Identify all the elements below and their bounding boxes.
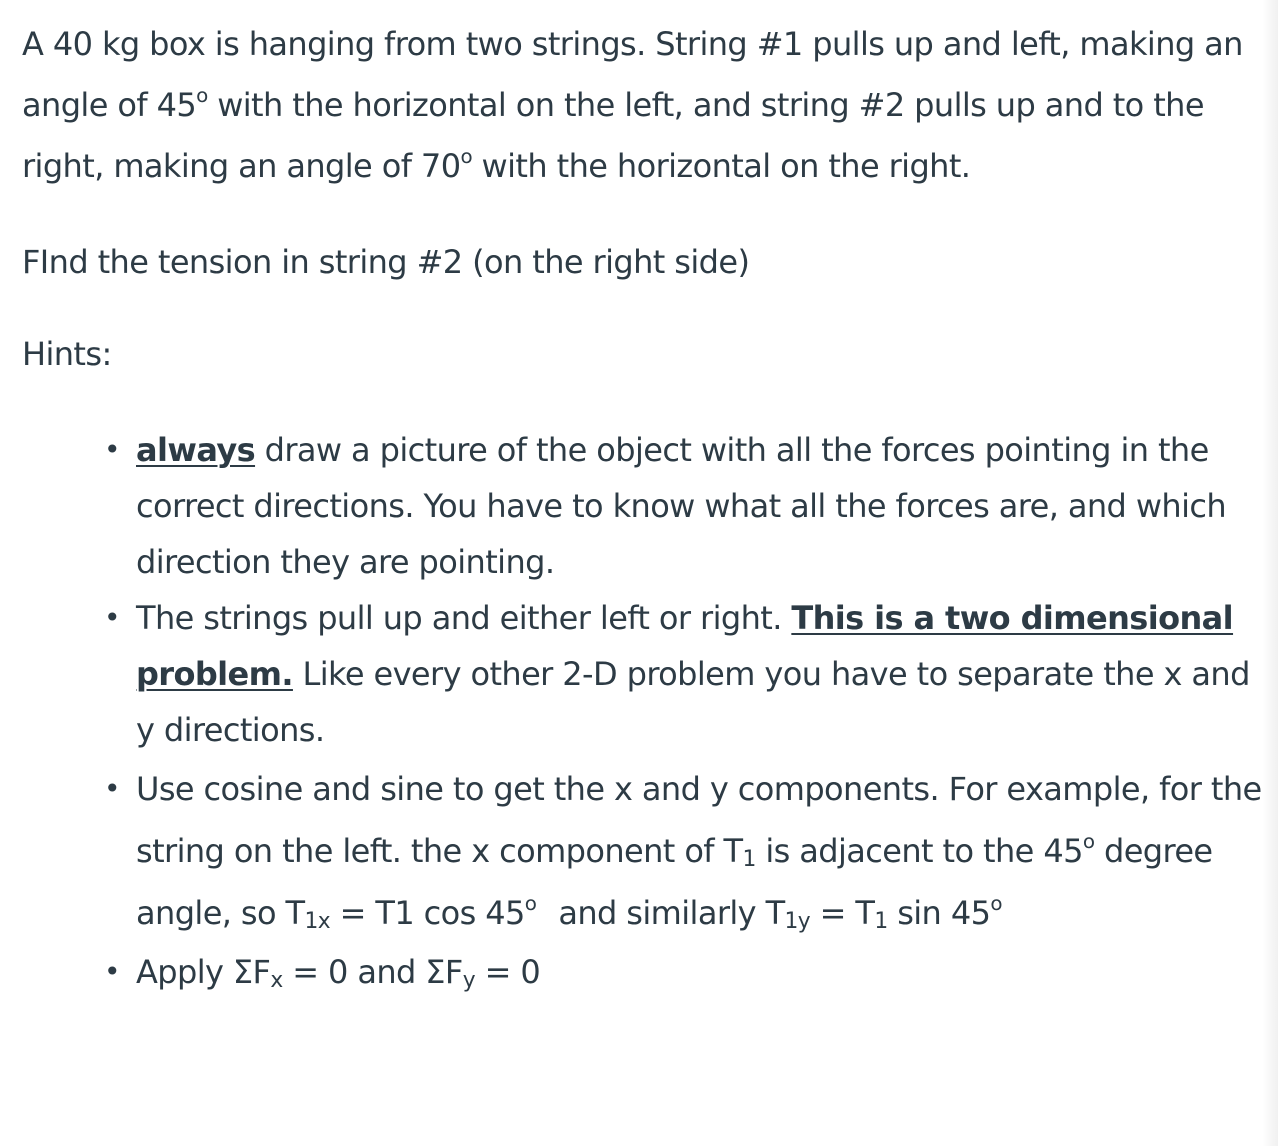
degree-symbol: o xyxy=(990,892,1002,916)
subscript: 1 xyxy=(742,847,756,873)
hints-list xyxy=(22,422,1266,1000)
problem-content xyxy=(22,14,1272,1000)
degree-symbol: o xyxy=(196,84,208,108)
degree-symbol: o xyxy=(460,145,472,169)
hint-3-text-3: degree angle, so T xyxy=(136,832,1213,932)
subscript: y xyxy=(462,968,475,994)
hint-2-text-1: The strings pull up and either left or right. xyxy=(136,599,792,637)
bullet-icon: • xyxy=(104,601,120,634)
bullet-icon: • xyxy=(104,433,120,466)
scroll-edge-shadow xyxy=(1262,0,1278,1146)
hint-3-text-1: Use cosine and sine to get the x and y components. For example, for the string on the left. the x component of T xyxy=(136,770,1262,870)
degree-symbol: o xyxy=(524,892,537,916)
subscript: 1y xyxy=(784,909,811,935)
question-text: FInd the tension in string #2 (on the right side) xyxy=(22,243,750,281)
hint-4-text-2: = 0 and ΣF xyxy=(282,953,463,991)
hint-3-text-6: = T xyxy=(810,894,875,932)
hint-1-text: draw a picture of the object with all the forces pointing in the correct directions. You have to know what all the forces are, and which direction they are pointing. xyxy=(136,431,1227,581)
subscript: 1 xyxy=(874,909,888,935)
emphasis-always: always xyxy=(136,431,256,469)
hint-3-text-5: and similarly T xyxy=(558,894,785,932)
hint-item-two-dimensional xyxy=(104,590,1266,758)
hint-4-text-1: Apply ΣF xyxy=(136,953,271,991)
intro-text-2: with the horizontal on the left, and string #2 pulls up and to the right, making an angle of 70 xyxy=(22,86,1204,185)
bullet-icon: • xyxy=(104,955,120,988)
bullet-icon: • xyxy=(104,772,120,805)
hint-3-text-4: = T1 cos 45 xyxy=(330,894,525,932)
problem-statement xyxy=(22,14,1272,197)
hint-3-text-2: is adjacent to the 45 xyxy=(755,832,1083,870)
hint-item-components xyxy=(104,758,1266,944)
hint-item-apply-sum xyxy=(104,944,1266,1000)
intro-text-1: A 40 kg box is hanging from two strings. String #1 pulls up and left, making an angle of 45 xyxy=(22,25,1243,124)
hints-heading: Hints: xyxy=(22,335,112,373)
hint-3-text-7: sin 45 xyxy=(887,894,991,932)
hint-item-draw-picture xyxy=(104,422,1266,590)
subscript: x xyxy=(270,968,283,994)
subscript: 1x xyxy=(304,909,331,935)
hint-2-text-2: Like every other 2-D problem you have to separate the x and y directions. xyxy=(136,655,1250,749)
intro-text-3: with the horizontal on the right. xyxy=(471,147,971,185)
emphasis-two-dimensional: This is a two dimensional problem. xyxy=(136,599,1234,693)
degree-symbol: o xyxy=(1082,830,1095,854)
hint-4-text-3: = 0 xyxy=(475,953,541,991)
